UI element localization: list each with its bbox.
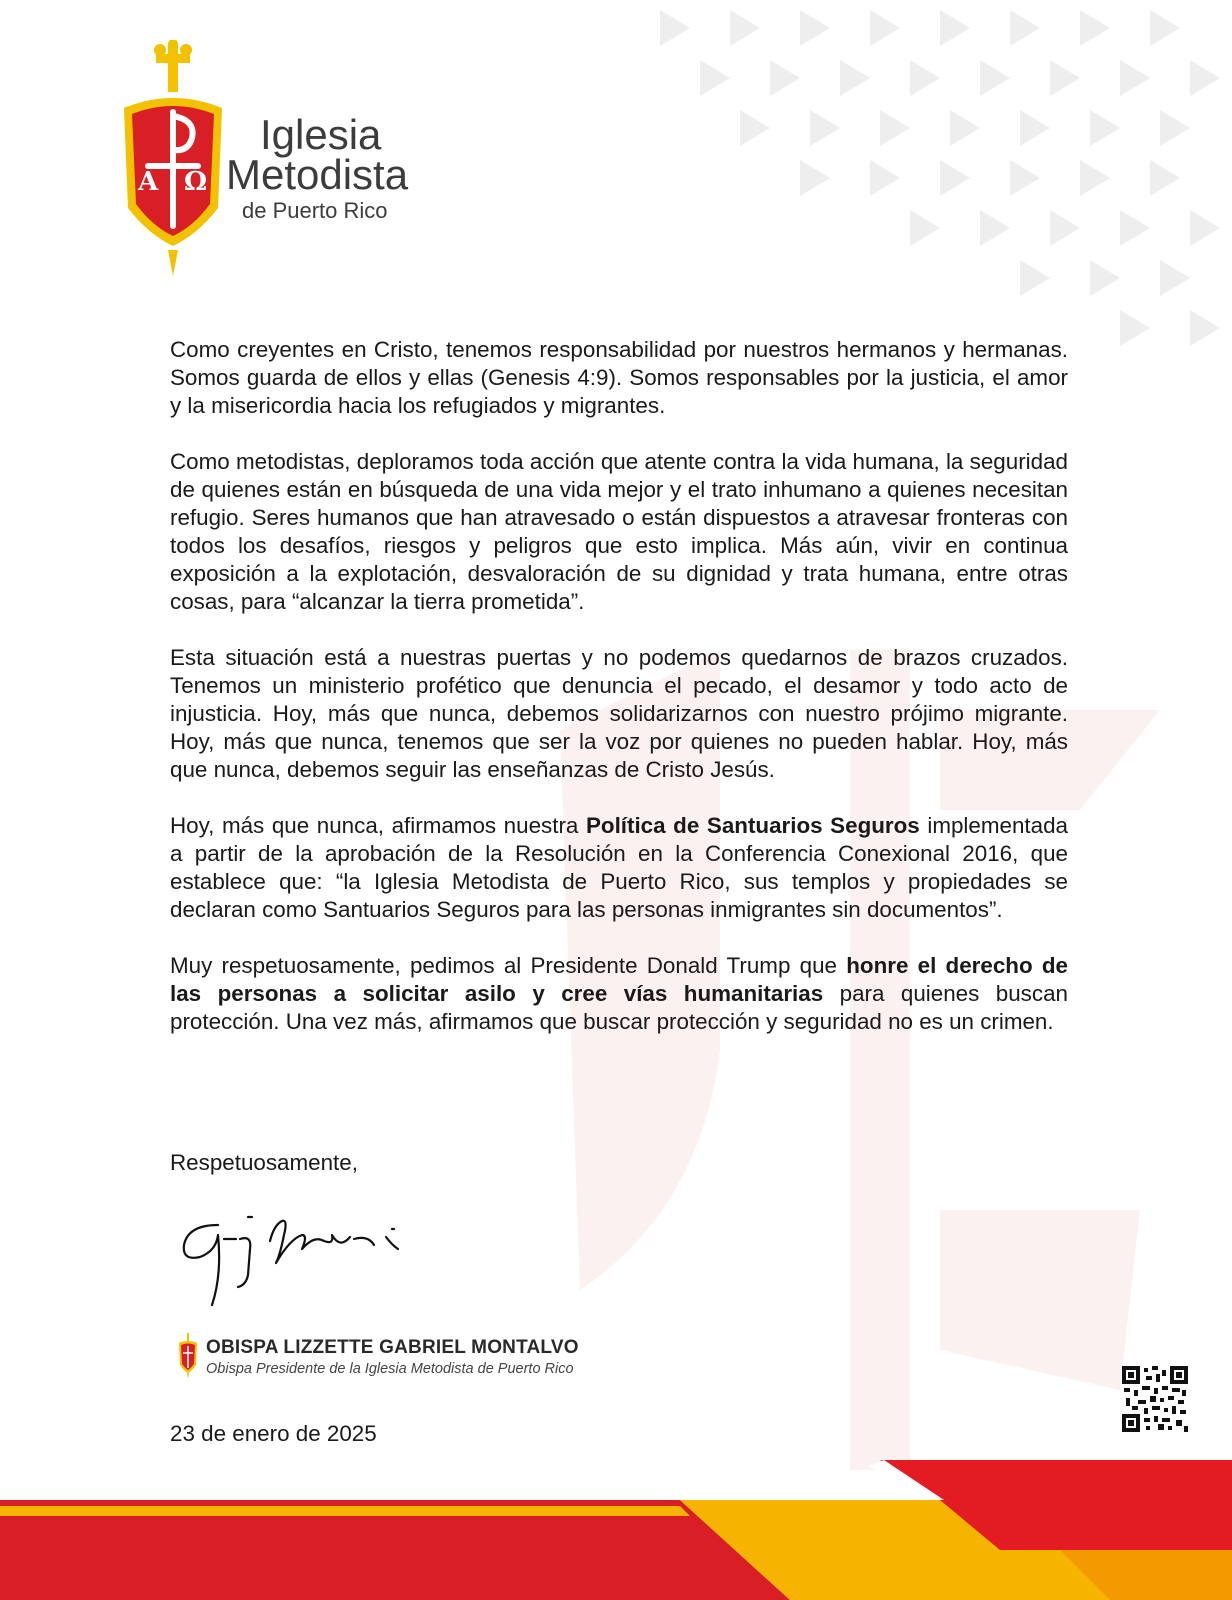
chi-rho-shield-icon xyxy=(118,40,228,280)
paragraph-1: Como creyentes en Cristo, tenemos responsabilidad por nuestros hermanos y hermanas. Somos guarda de ellos y ellas (Genesis 4:9). Somos responsables por la justicia, el amor y la misericordia hacia los refugiados y migrantes. xyxy=(170,337,1068,418)
paragraph-4-bold: Política de Santuarios Seguros xyxy=(585,813,920,838)
paragraph-5-bold: honre el derecho de las personas a solicitar asilo y cree vías humanitarias xyxy=(170,953,1068,1006)
paragraph-5-text-b: para quienes buscan protección. Una vez más, afirmamos que buscar protección y seguridad no es un crimen. xyxy=(170,981,1068,1034)
paragraph-3: Esta situación está a nuestras puertas y no podemos quedarnos de brazos cruzados. Tenemos un ministerio profético que denuncia el pecado, el desamor y todo acto de injusticia. Hoy, más que nunca, debemos solidarizarnos con nuestro prójimo migrante. Hoy, más que nunca, tenemos que ser la voz por quienes no pueden hablar. Hoy, más que nunca, debemos seguir las enseñanzas de Cristo Jesús. xyxy=(170,645,1068,782)
background-pattern xyxy=(560,0,1232,360)
letter-body xyxy=(170,336,1068,1064)
logo-line-metodista: Metodista xyxy=(226,151,409,198)
church-logo xyxy=(118,40,458,280)
handwritten-signature xyxy=(178,1205,428,1315)
svg-text:Ω: Ω xyxy=(184,167,208,197)
small-shield-icon xyxy=(178,1333,198,1379)
logo-line-puerto-rico: de Puerto Rico xyxy=(242,198,388,223)
paragraph-4-text-b: implementada a partir de la aprobación de la Resolución en la Conferencia Conexional 2016, que establece que: “la Iglesia Metodista de Puerto Rico, sus templos y propiedades se declaran como Santuarios Seguros para las personas inmigrantes sin documentos”. xyxy=(170,813,1068,922)
closing-salutation: Respetuosamente, xyxy=(170,1150,358,1175)
paragraph-2: Como metodistas, deploramos toda acción que atente contra la vida humana, la seguridad de quienes están en búsqueda de una vida mejor y el trato inhumano a quienes necesitan refugio. Seres humanos que han atravesado o están dispuestos a atravesar fronteras con todos los desafíos, riesgos y peligros que esto implica. Más aún, vivir en continua exposición a la explotación, desvaloración de su dignidad y trata humana, entre otras cosas, para “alcanzar la tierra prometida”. xyxy=(170,449,1068,614)
qr-code-icon xyxy=(1122,1366,1188,1432)
paragraph-5-text-a: Muy respetuosamente, pedimos al Presidente Donald Trump que xyxy=(170,953,847,978)
signatory-title: Obispa Presidente de la Iglesia Metodista de Puerto Rico xyxy=(206,1361,574,1377)
svg-text:A: A xyxy=(138,167,159,197)
paragraph-4 xyxy=(170,812,1068,924)
signatory-name: OBISPA LIZZETTE GABRIEL MONTALVO xyxy=(206,1337,579,1358)
footer-stripes xyxy=(0,1460,1232,1600)
paragraph-5 xyxy=(170,952,1068,1036)
logo-line-iglesia: Iglesia xyxy=(260,111,382,158)
paragraph-4-text-a: Hoy, más que nunca, afirmamos nuestra xyxy=(170,813,586,838)
letter-date: 23 de enero de 2025 xyxy=(170,1421,377,1446)
